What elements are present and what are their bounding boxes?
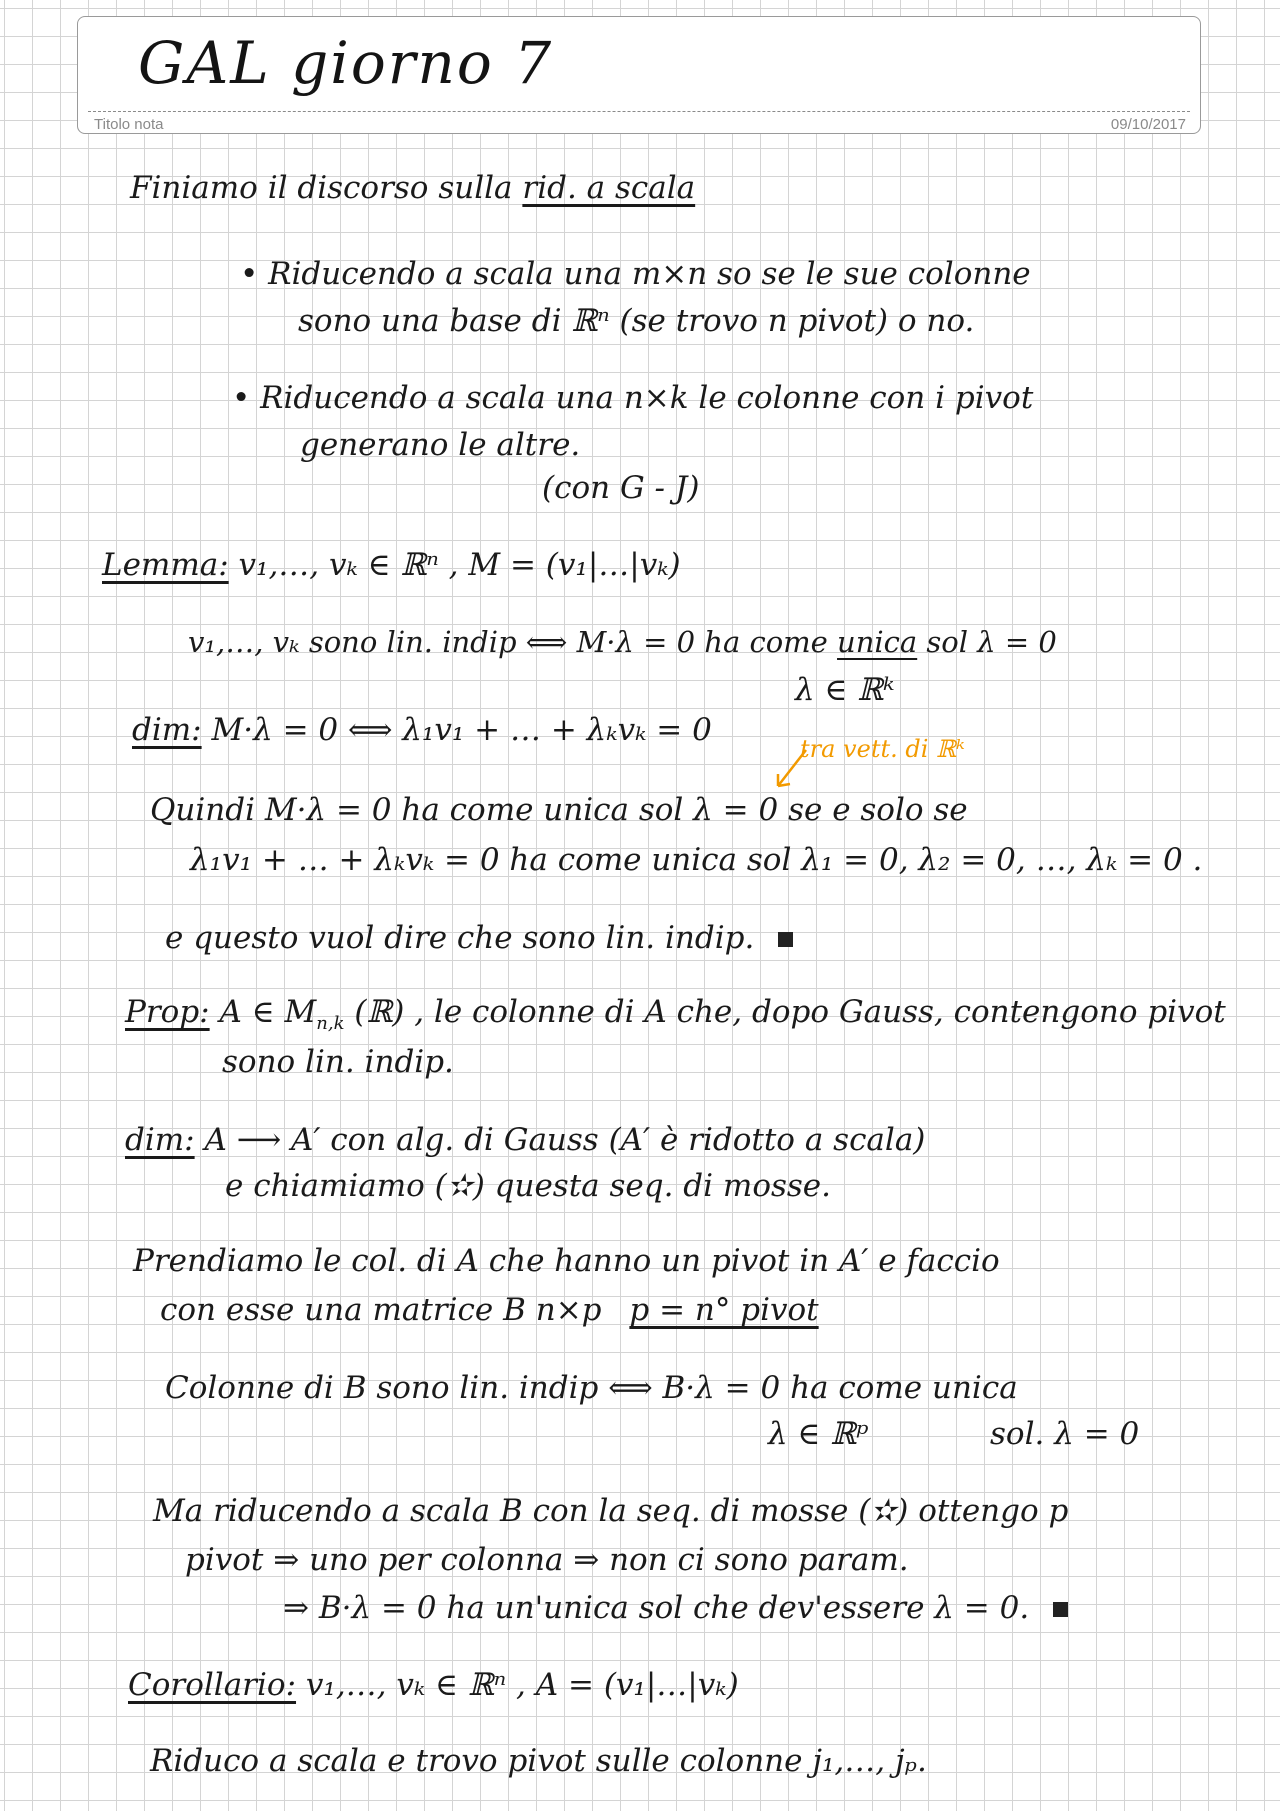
lemma-label: Lemma: <box>102 547 229 583</box>
note-line-dim-2-cont: e chiamiamo (✫) questa seq. di mosse. <box>225 1168 831 1204</box>
pivot-count: p = n° pivot <box>629 1292 819 1328</box>
note-date: 09/10/2017 <box>1110 116 1186 133</box>
lemma-statement: v₁,…, vₖ ∈ ℝⁿ , M = (v₁|…|vₖ) <box>238 547 681 583</box>
note-line-quindi: Quindi M·λ = 0 ha come unica sol λ = 0 se e solo se <box>150 792 968 828</box>
note-line-lemma <box>102 547 681 583</box>
note-line-conclusion <box>165 920 793 956</box>
prop-statement: (ℝ) , le colonne di A che, dopo Gauss, contengono pivot <box>354 994 1226 1030</box>
note-line-prop <box>125 994 1226 1034</box>
note-line-ma: Ma riducendo a scala B con la seq. di mosse (✫) ottengo p <box>153 1493 1069 1529</box>
note-header <box>77 16 1201 134</box>
lemma-claim-text: v₁,…, vₖ sono lin. indip ⟺ M·λ = 0 ha come <box>188 625 828 659</box>
note-line-corollario <box>128 1667 739 1703</box>
corollario-statement: v₁,…, vₖ ∈ ℝⁿ , A = (v₁|…|vₖ) <box>305 1667 739 1703</box>
corollario-label: Corollario: <box>128 1667 297 1703</box>
note-line-sol: sol. λ = 0 <box>990 1416 1140 1452</box>
qed-square-icon-2 <box>1053 1602 1068 1617</box>
intro-underlined: rid. a scala <box>522 170 696 206</box>
note-title-label: Titolo nota <box>94 116 164 133</box>
note-line-implication <box>283 1590 1068 1626</box>
conclusion-text: e questo vuol dire che sono lin. indip. <box>165 920 755 956</box>
note-line-riduco: Riduco a scala e trovo pivot sulle colonne j₁,…, jₚ. <box>150 1743 927 1779</box>
dim-1-text: M·λ = 0 ⟺ λ₁v₁ + … + λₖvₖ = 0 <box>211 712 712 748</box>
annotation-arrow-icon <box>770 746 810 796</box>
note-line-lemma-claim <box>188 625 1057 659</box>
note-line-quindi-cont: λ₁v₁ + … + λₖvₖ = 0 ha come unica sol λ₁ = 0, λ₂ = 0, …, λₖ = 0 . <box>190 842 1203 878</box>
lemma-unica: unica <box>837 625 918 659</box>
note-line-prendiamo: Prendiamo le col. di A che hanno un pivot in A′ e faccio <box>133 1243 1000 1279</box>
note-title: GAL giorno 7 <box>138 29 554 97</box>
note-line-prop-cont: sono lin. indip. <box>222 1044 454 1080</box>
note-line-pivot: pivot ⇒ uno per colonna ⇒ non ci sono param. <box>185 1542 909 1578</box>
qed-square-icon <box>778 932 793 947</box>
implication-text: ⇒ B·λ = 0 ha un'unica sol che dev'essere λ = 0. <box>283 1590 1030 1626</box>
prop-set: A ∈ M <box>219 994 317 1030</box>
note-line-bullet-2-cont: generano le altre. <box>300 427 581 463</box>
note-line-lambda-rp: λ ∈ ℝᵖ <box>768 1416 869 1452</box>
header-divider <box>88 111 1190 112</box>
prop-subscript: n,k <box>316 1013 345 1035</box>
note-line-matrix-b <box>160 1292 819 1328</box>
note-line-dim-2 <box>125 1122 925 1158</box>
note-line-gj: (con G - J) <box>542 470 700 506</box>
dim-label-1: dim: <box>132 712 202 748</box>
note-line-dim-1 <box>132 712 712 748</box>
note-line-lambda-domain: λ ∈ ℝᵏ <box>795 672 895 708</box>
annotation-note: tra vett. di ℝᵏ <box>800 735 965 763</box>
lemma-claim-end: sol λ = 0 <box>926 625 1057 659</box>
note-line-bullet-1: • Riducendo a scala una m×n so se le sue colonne <box>240 256 1031 292</box>
note-line-colonne-b: Colonne di B sono lin. indip ⟺ B·λ = 0 ha come unica <box>165 1370 1018 1406</box>
matrix-b-text: con esse una matrice B n×p <box>160 1292 602 1328</box>
prop-label: Prop: <box>125 994 210 1030</box>
note-line-bullet-2: • Riducendo a scala una n×k le colonne con i pivot <box>232 380 1034 416</box>
dim-label-2: dim: <box>125 1122 195 1158</box>
intro-text: Finiamo il discorso sulla <box>130 170 513 206</box>
dim-2-text: A ⟶ A′ con alg. di Gauss (A′ è ridotto a scala) <box>204 1122 926 1158</box>
note-line-bullet-1-cont: sono una base di ℝⁿ (se trovo n pivot) o no. <box>298 303 975 339</box>
note-line-intro <box>130 170 695 206</box>
